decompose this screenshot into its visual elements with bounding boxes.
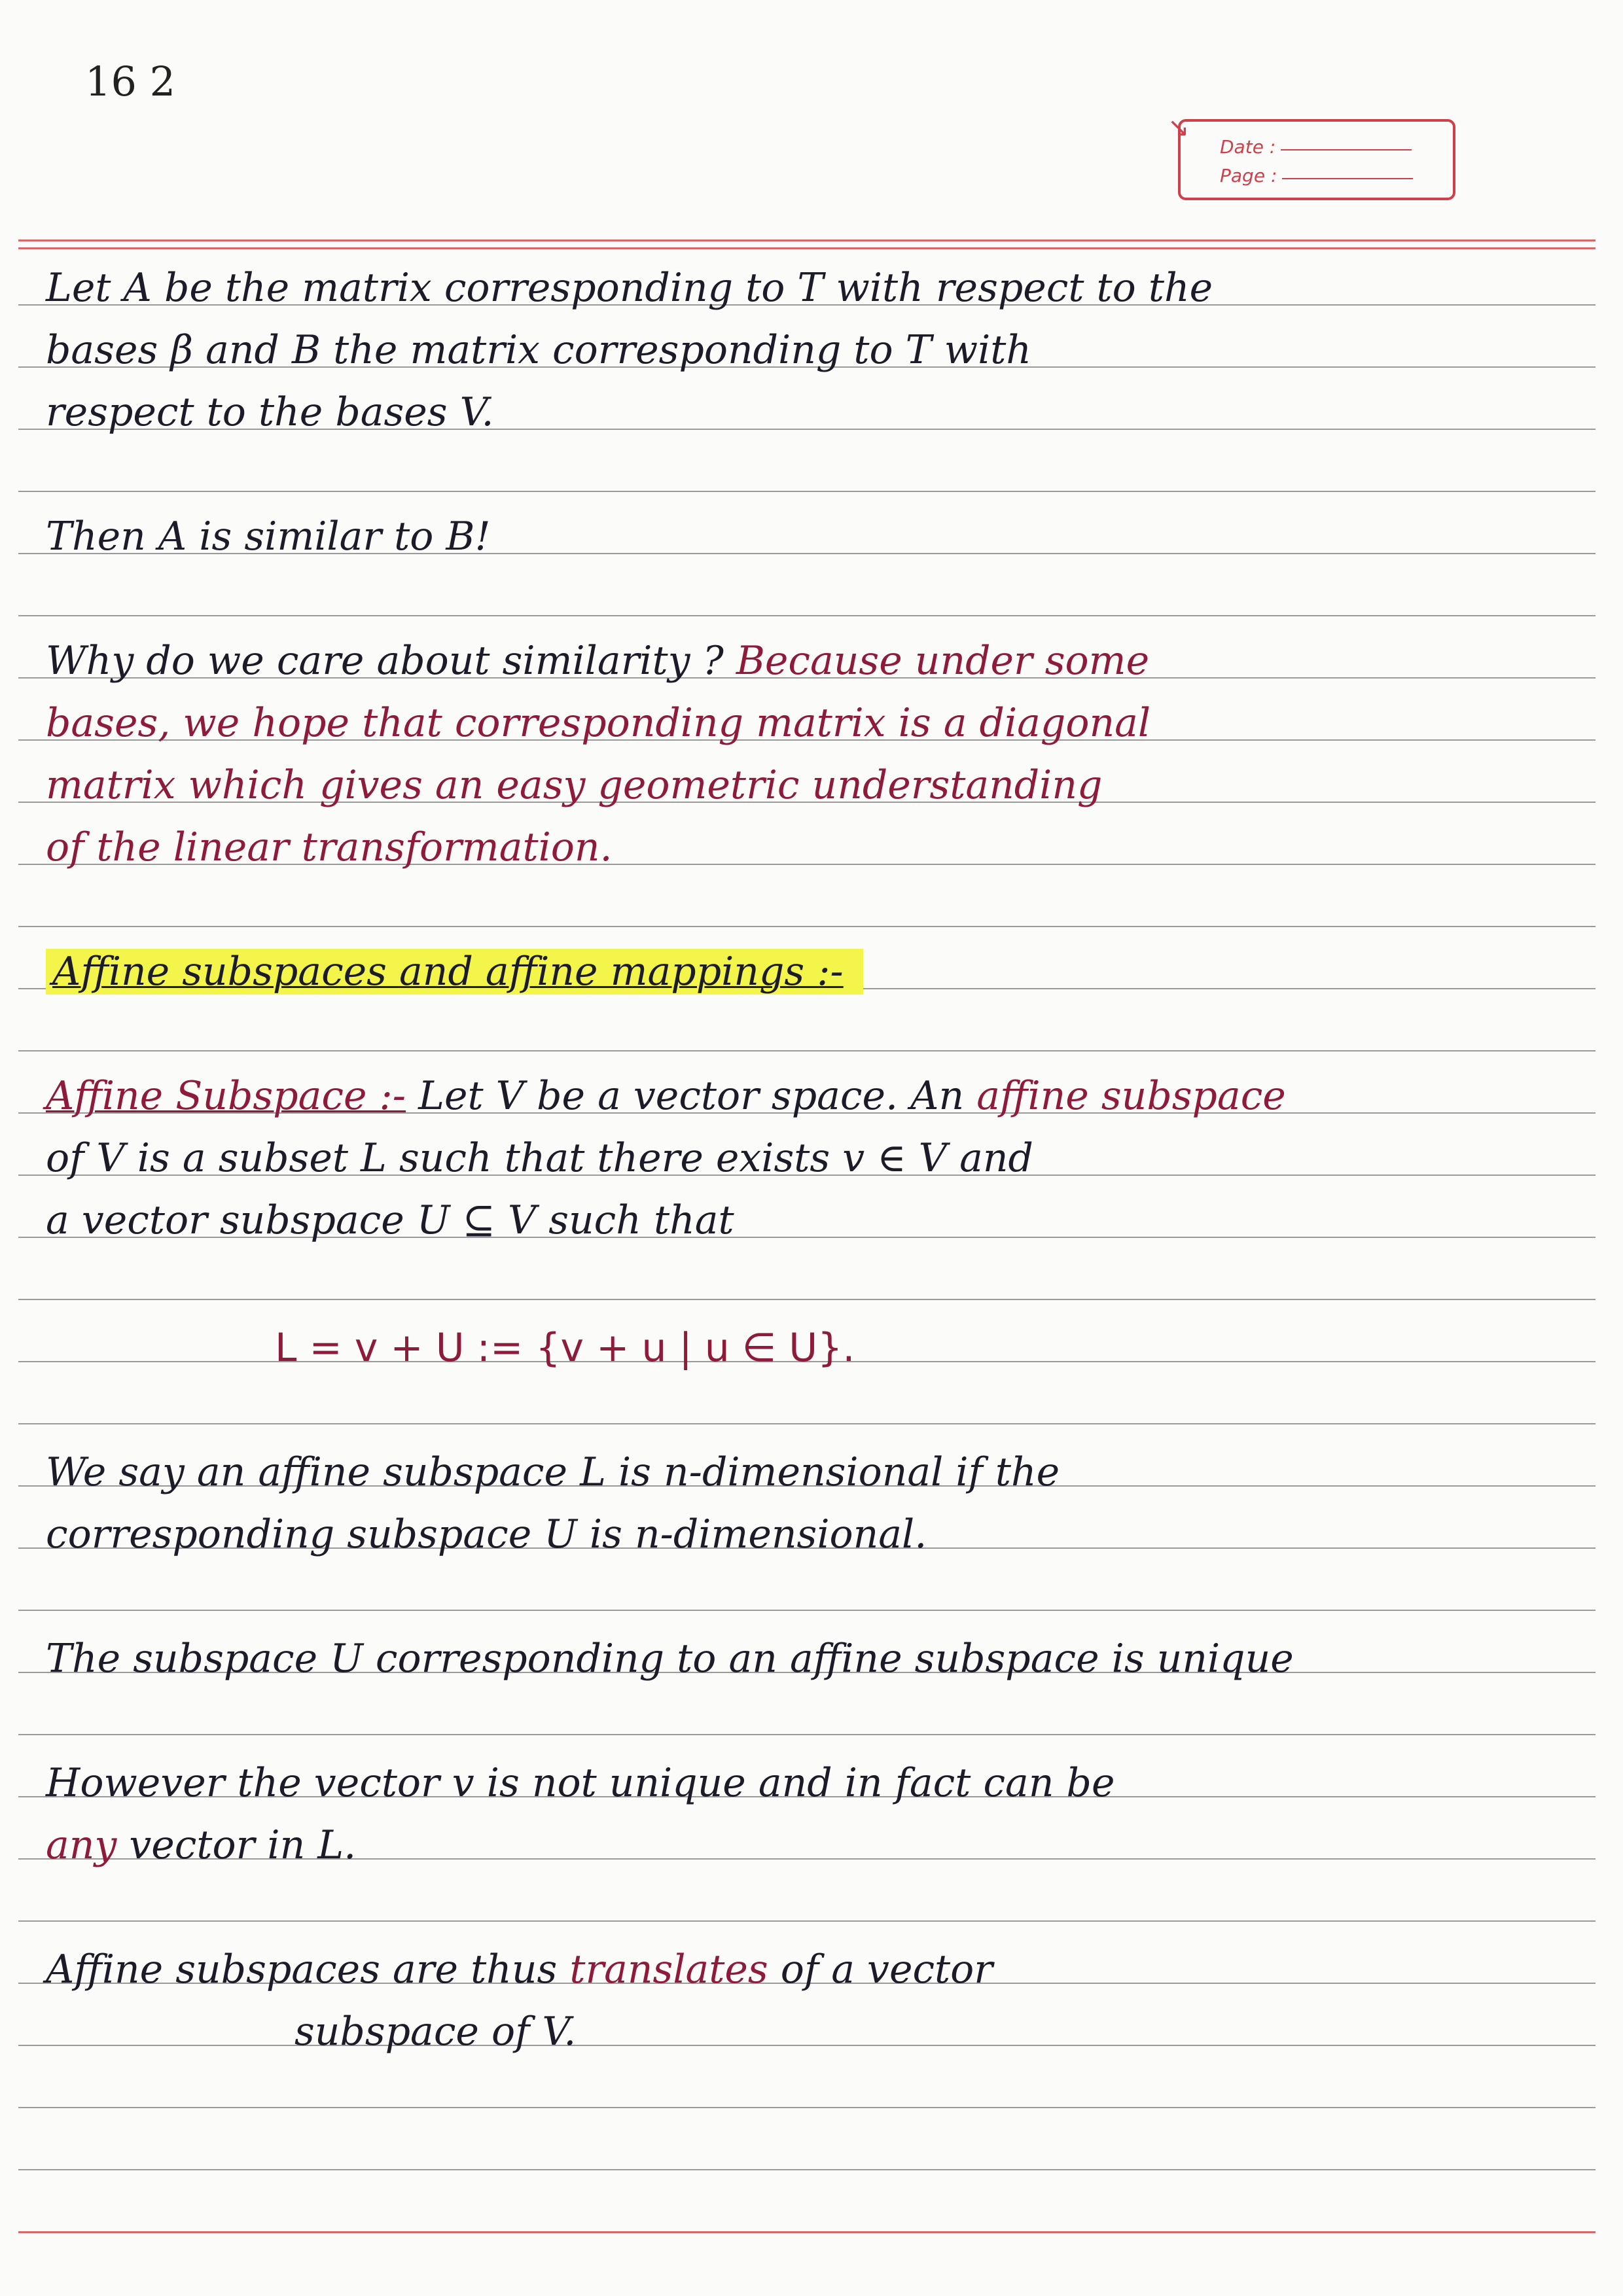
definition-highlight: affine subspace bbox=[976, 1073, 1286, 1119]
emphasis-any: any bbox=[46, 1822, 117, 1868]
paragraph-3-line-3: matrix which gives an easy geometric understanding bbox=[46, 762, 1103, 808]
page-label: Page : bbox=[1220, 165, 1277, 186]
definition-text: Let V be a vector space. An bbox=[418, 1073, 965, 1119]
paragraph-7-end: of a vector bbox=[780, 1947, 993, 1992]
paragraph-3-line-4: of the linear transformation. bbox=[46, 824, 613, 870]
ruled-line bbox=[18, 1423, 1596, 1424]
answer-text: Because under some bbox=[736, 638, 1150, 684]
ruled-line bbox=[18, 1050, 1596, 1051]
paragraph-6-rest: vector in L. bbox=[129, 1822, 357, 1868]
ruled-line bbox=[18, 2045, 1596, 2046]
affine-formula: L = v + U := {v + u | u ∈ U}. bbox=[275, 1325, 855, 1371]
date-page-stamp bbox=[1168, 113, 1455, 200]
page-field bbox=[1220, 165, 1413, 186]
paragraph-7-start: Affine subspaces are thus bbox=[46, 1947, 558, 1992]
section-heading bbox=[46, 949, 863, 995]
paragraph-1-line-3: respect to the bases V. bbox=[46, 389, 494, 435]
footer-rule bbox=[18, 2231, 1596, 2233]
ruled-line bbox=[18, 615, 1596, 616]
date-label: Date : bbox=[1220, 136, 1276, 158]
paragraph-6-line-2 bbox=[46, 1822, 357, 1868]
ruled-line bbox=[18, 1299, 1596, 1300]
paragraph-1-line-2: bases β and B the matrix corresponding to T with bbox=[46, 327, 1032, 373]
paragraph-2-line-1: Then A is similar to B! bbox=[46, 514, 491, 559]
ruled-line bbox=[18, 1610, 1596, 1611]
paragraph-3-line-2: bases, we hope that corresponding matrix is a diagonal bbox=[46, 700, 1151, 746]
paragraph-7-line-2: subspace of V. bbox=[294, 2009, 577, 2055]
page-number: 16 2 bbox=[85, 58, 176, 105]
paragraph-6-line-1: However the vector v is not unique and in fact can be bbox=[46, 1760, 1115, 1806]
question-text: Why do we care about similarity ? bbox=[46, 638, 724, 684]
ruled-line bbox=[18, 1734, 1596, 1735]
paragraph-3-line-1 bbox=[46, 638, 1150, 684]
ruled-line bbox=[18, 491, 1596, 492]
ruled-line bbox=[18, 2107, 1596, 2108]
header-rule-2 bbox=[18, 247, 1596, 249]
definition-line-3: a vector subspace U ⊆ V such that bbox=[46, 1197, 734, 1243]
paragraph-5-line-1: The subspace U corresponding to an affine subspace is unique bbox=[46, 1636, 1294, 1682]
section-heading-text: Affine subspaces and affine mappings :- bbox=[46, 949, 863, 995]
header-rule-1 bbox=[18, 239, 1596, 241]
paragraph-4-line-1: We say an affine subspace L is n-dimensional if the bbox=[46, 1449, 1060, 1495]
paragraph-1-line-1: Let A be the matrix corresponding to T with respect to the bbox=[46, 265, 1213, 311]
ruled-line bbox=[18, 2169, 1596, 2170]
paragraph-7-line-1 bbox=[46, 1947, 993, 1992]
emphasis-translates: translates bbox=[569, 1947, 768, 1992]
paragraph-4-line-2: corresponding subspace U is n-dimensional. bbox=[46, 1511, 927, 1557]
date-field bbox=[1220, 136, 1412, 158]
ruled-line bbox=[18, 926, 1596, 927]
definition-term: Affine Subspace :- bbox=[46, 1073, 406, 1119]
pin-icon: ↘ bbox=[1168, 113, 1190, 143]
definition-line-1 bbox=[46, 1073, 1286, 1119]
definition-line-2: of V is a subset L such that there exists v ∈ V and bbox=[46, 1135, 1033, 1181]
ruled-line bbox=[18, 1920, 1596, 1922]
